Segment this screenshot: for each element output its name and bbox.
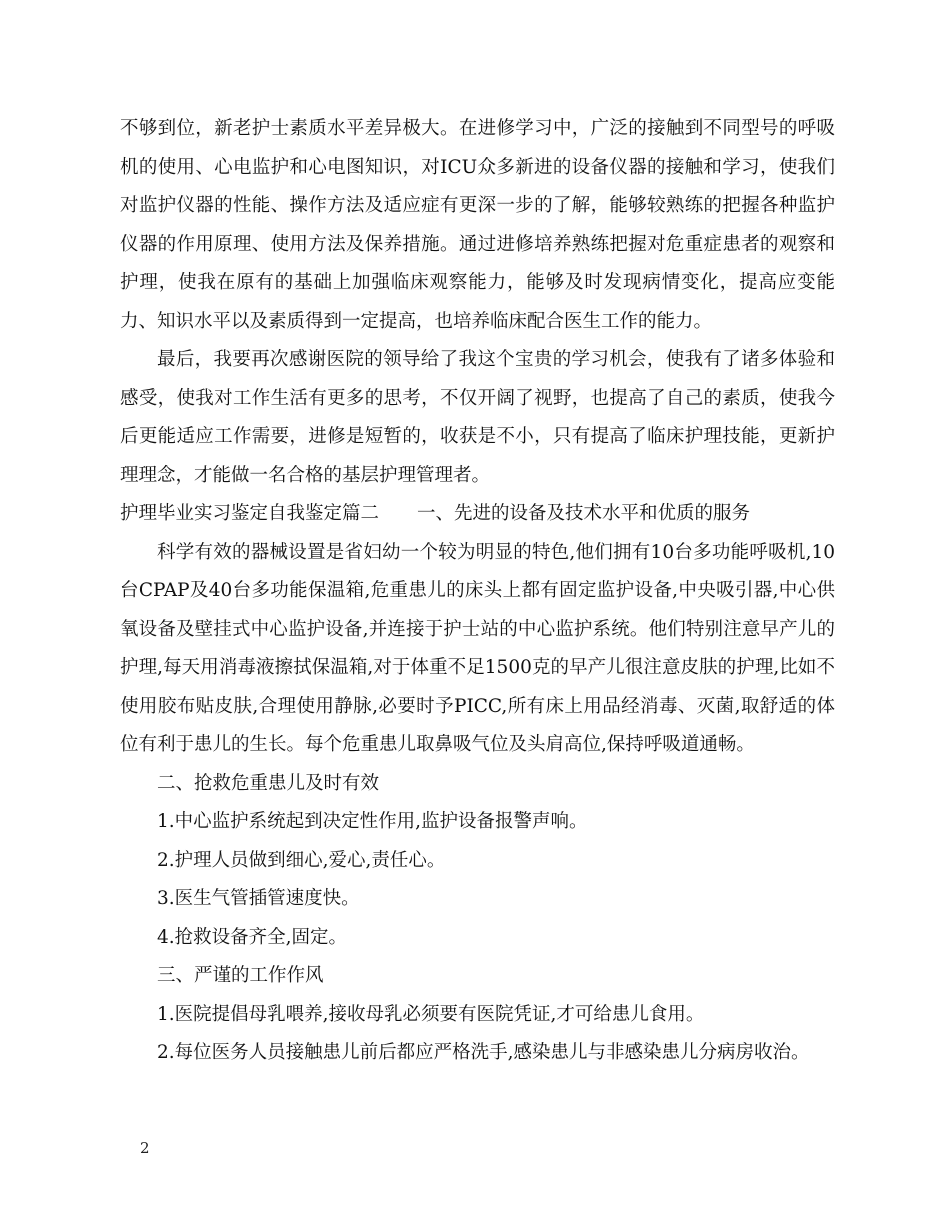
paragraph-closing: 最后，我要再次感谢医院的领导给了我这个宝贵的学习机会，使我有了诸多体验和感受，使我对工作生活有更多的思考，不仅开阔了视野，也提高了自己的素质，使我今后更能适应工作需要，进修是短暂的，收获是不小，只有提高了临床护理技能，更新护理理念，才能做一名合格的基层护理管理者。: [120, 349, 835, 486]
paragraph-continuation: 不够到位，新老护士素质水平差异极大。在进修学习中，广泛的接触到不同型号的呼吸机的使用、心电监护和心电图知识，对ICU众多新进的设备仪器的接触和学习，使我们对监护仪器的性能、操作方法及适应症有更深一步的了解，能够较熟练的把握各种监护仪器的作用原理、使用方法及保养措施。通过进修培养熟练把握对危重症患者的观察和护理，使我在原有的基础上加强临床观察能力，能够及时发现病情变化，提高应变能力、知识水平以及素质得到一定提高，也培养临床配合医生工作的能力。: [120, 118, 835, 332]
article-title: 护理毕业实习鉴定自我鉴定篇二: [120, 503, 380, 524]
section3-heading: 三、严谨的工作作风: [157, 965, 324, 986]
section3-item: 2.每位医务人员接触患儿前后都应严格洗手,感染患儿与非感染患儿分病房收治。: [157, 1042, 810, 1063]
section1-heading: 一、先进的设备及技术水平和优质的服务: [417, 503, 751, 524]
section3-item: 1.医院提倡母乳喂养,接收母乳必须要有医院凭证,才可给患儿食用。: [157, 1003, 705, 1025]
section2-item: 1.中心监护系统起到决定性作用,监护设备报警声响。: [157, 811, 588, 832]
page-number: 2: [140, 1139, 150, 1157]
section2-item: 3.医生气管插管速度快。: [157, 888, 360, 909]
article-heading-row: [120, 495, 835, 534]
document-body: [120, 110, 835, 1073]
section2-heading: 二、抢救危重患儿及时有效: [157, 772, 380, 794]
section2-item: 2.护理人员做到细心,爱心,责任心。: [157, 849, 446, 871]
section1-body: 科学有效的器械设置是省妇幼一个较为明显的特色,他们拥有10台多功能呼吸机,10台CPAP及40台多功能保温箱,危重患儿的床头上都有固定监护设备,中央吸引器,中心供氧设备及壁挂式中心监护设备,并连接于护士站的中心监护系统。他们特别注意早产儿的护理,每天用消毒液擦拭保温箱,对于体重不足1500克的早产儿很注意皮肤的护理,比如不使用胶布贴皮肤,合理使用静脉,必要时予PICC,所有床上用品经消毒、灭菌,取舒适的体位有利于患儿的生长。每个危重患儿取鼻吸气位及头肩高位,保持呼吸道通畅。: [120, 541, 835, 755]
section2-item: 4.抢救设备齐全,固定。: [157, 926, 348, 948]
